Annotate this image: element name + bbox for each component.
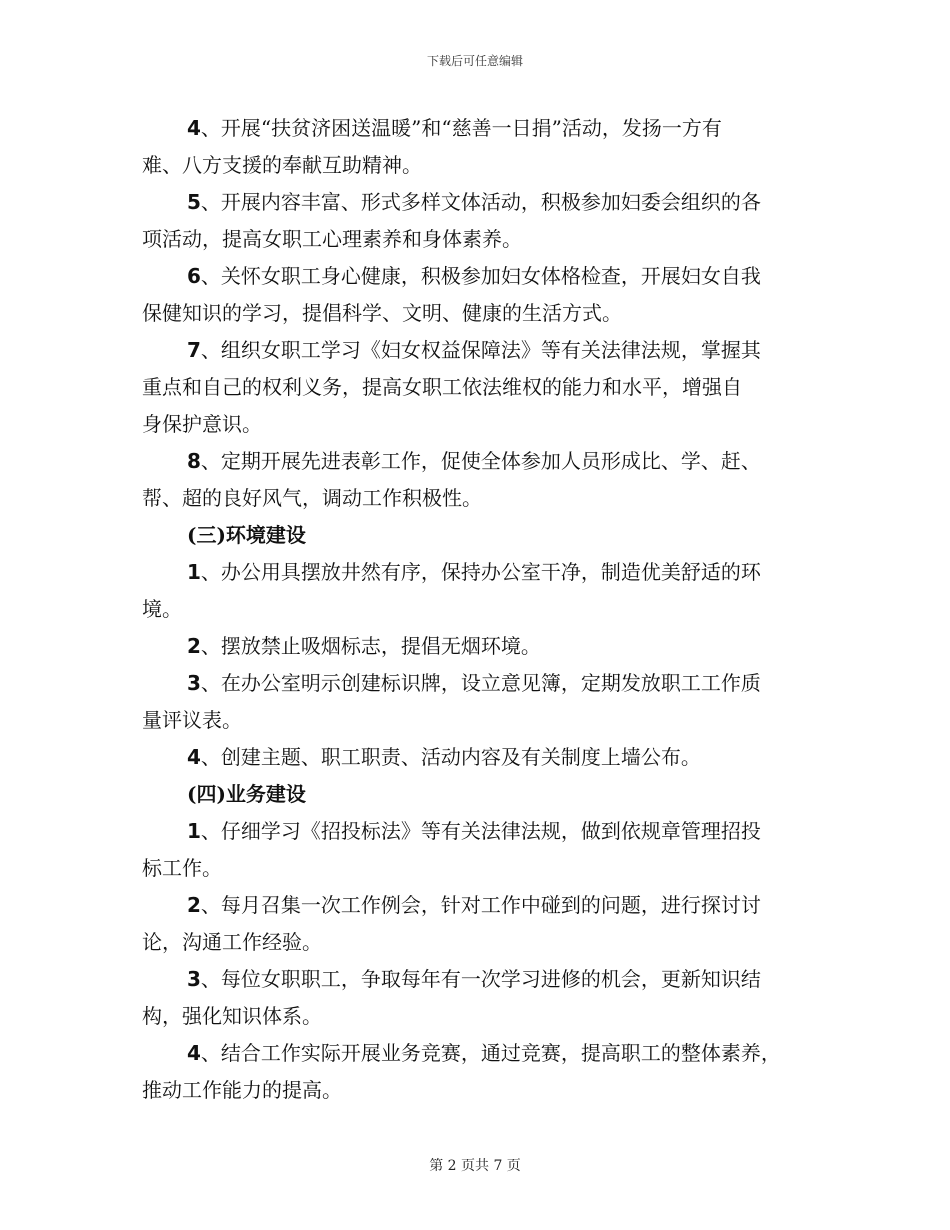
paragraph-text: 构，强化知识体系。 (142, 1004, 322, 1028)
document-body (142, 110, 812, 1109)
environment-item-1 (142, 554, 812, 628)
paragraph-item-6-health-care (142, 258, 812, 332)
paragraph-text: 论，沟通工作经验。 (142, 930, 322, 954)
item-number: 2 (187, 634, 201, 658)
paragraph-text: 、关怀女职工身心健康，积极参加妇女体格检查，开展妇女自我 (200, 264, 761, 288)
item-number: 6 (187, 264, 201, 288)
paragraph-text: 、每月召集一次工作例会，针对工作中碰到的问题，进行探讨讨 (200, 893, 761, 917)
paragraph-text: 境。 (142, 597, 182, 621)
paragraph-text: 、定期开展先进表彰工作，促使全体参加人员形成比、学、赶、 (200, 449, 761, 473)
item-number: 8 (187, 449, 201, 473)
business-item-3 (142, 961, 812, 1035)
business-item-1 (142, 813, 812, 887)
item-number: 7 (187, 338, 201, 362)
section-heading-environment: (三)环境建设 (187, 523, 306, 547)
paragraph-text: 、开展内容丰富、形式多样文体活动，积极参加妇委会组织的各 (200, 190, 761, 214)
paragraph-text: 、创建主题、职工职责、活动内容及有关制度上墙公布。 (200, 745, 701, 769)
item-number: 4 (187, 116, 201, 140)
paragraph-text: 身保护意识。 (142, 412, 262, 436)
paragraph-text: 、开展“扶贫济困送温暖”和“慈善一日捐”活动，发扬一方有 (200, 116, 722, 140)
item-number: 5 (187, 190, 201, 214)
paragraph-text: 保健知识的学习，提倡科学、文明、健康的生活方式。 (142, 301, 622, 325)
paragraph-text: 标工作。 (142, 856, 222, 880)
paragraph-text: 量评议表。 (142, 708, 242, 732)
paragraph-text: 、在办公室明示创建标识牌，设立意见簿，定期发放职工工作质 (200, 671, 761, 695)
item-number: 1 (187, 819, 201, 843)
item-number: 3 (187, 671, 201, 695)
paragraph-text: 、仔细学习《招投标法》等有关法律法规，做到依规章管理招投 (200, 819, 761, 843)
business-item-4 (142, 1035, 812, 1109)
paragraph-text: 、办公用具摆放井然有序，保持办公室干净，制造优美舒适的环 (200, 560, 761, 584)
paragraph-text: 、摆放禁止吸烟标志，提倡无烟环境。 (200, 634, 541, 658)
paragraph-text: 难、八方支援的奉献互助精神。 (142, 153, 422, 177)
paragraph-text: 重点和自己的权利义务，提高女职工依法维权的能力和水平，增强自 (142, 375, 742, 399)
paragraph-item-8-commendation (142, 443, 812, 517)
item-number: 3 (187, 967, 201, 991)
paragraph-text: 、结合工作实际开展业务竞赛，通过竞赛，提高职工的整体素养， (200, 1041, 781, 1065)
paragraph-text: 、每位女职职工，争取每年有一次学习进修的机会，更新知识结 (200, 967, 761, 991)
paragraph-item-5-cultural-activities (142, 184, 812, 258)
paragraph-text: 项活动，提高女职工心理素养和身体素养。 (142, 227, 522, 251)
paragraph-text: 帮、超的良好风气，调动工作积极性。 (142, 486, 482, 510)
item-number: 4 (187, 1041, 201, 1065)
environment-item-4 (142, 739, 812, 776)
item-number: 4 (187, 745, 201, 769)
business-item-2 (142, 887, 812, 961)
item-number: 1 (187, 560, 201, 584)
item-number: 2 (187, 893, 201, 917)
paragraph-item-7-legal-study (142, 332, 812, 443)
environment-item-3 (142, 665, 812, 739)
page-footer: 第 2 页共 7 页 (429, 1158, 521, 1174)
paragraph-item-4-poverty-relief (142, 110, 812, 184)
paragraph-text: 推动工作能力的提高。 (142, 1078, 342, 1102)
section-heading-business: (四)业务建设 (187, 782, 306, 806)
environment-item-2 (142, 628, 812, 665)
paragraph-text: 、组织女职工学习《妇女权益保障法》等有关法律法规，掌握其 (200, 338, 761, 362)
page-header: 下载后可任意编辑 (426, 54, 523, 68)
